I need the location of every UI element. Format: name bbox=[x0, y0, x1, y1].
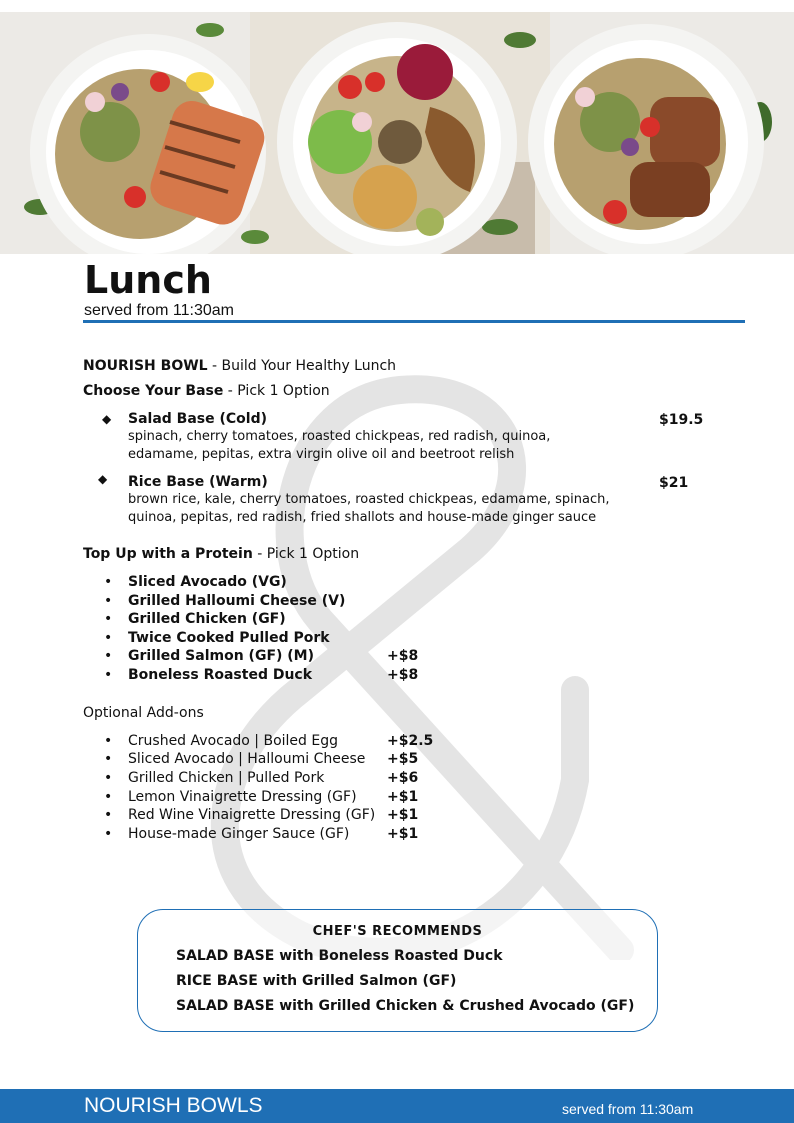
addon-item-name: Red Wine Vinaigrette Dressing (GF) bbox=[128, 807, 376, 823]
addon-item-name: House-made Ginger Sauce (GF) bbox=[128, 826, 350, 842]
chef-recommendation: SALAD BASE with Boneless Roasted Duck bbox=[176, 948, 503, 964]
food-bowls-illustration bbox=[0, 12, 794, 254]
bullet-icon: • bbox=[104, 789, 113, 805]
protein-item-name: Twice Cooked Pulled Pork bbox=[128, 630, 330, 646]
addon-item-name: Lemon Vinaigrette Dressing (GF) bbox=[128, 789, 357, 805]
protein-item-name: Grilled Chicken (GF) bbox=[128, 611, 286, 627]
bullet-icon: • bbox=[104, 611, 113, 627]
base-item-description: brown rice, kale, cherry tomatoes, roasted chickpeas, edamame, spinach, bbox=[128, 492, 610, 507]
chef-recommends-title: CHEF'S RECOMMENDS bbox=[312, 924, 483, 939]
protein-item-price: +$8 bbox=[387, 648, 419, 664]
base-heading-text: Choose Your Base bbox=[83, 383, 224, 399]
base-item-name: Rice Base (Warm) bbox=[128, 474, 268, 490]
addon-item-name: Crushed Avocado | Boiled Egg bbox=[128, 733, 338, 749]
protein-heading-note: - Pick 1 Option bbox=[252, 546, 360, 562]
nourish-heading-text: NOURISH BOWL bbox=[83, 358, 208, 374]
base-item-description: edamame, pepitas, extra virgin olive oil and beetroot relish bbox=[128, 447, 515, 462]
addon-item-price: +$1 bbox=[387, 789, 419, 805]
footer-section-title: NOURISH BOWLS bbox=[84, 1094, 263, 1117]
base-heading bbox=[83, 383, 330, 400]
addons-heading: Optional Add-ons bbox=[83, 705, 204, 721]
footer-bar bbox=[0, 1089, 794, 1123]
chef-recommendation: SALAD BASE with Grilled Chicken & Crushed Avocado (GF) bbox=[176, 998, 635, 1014]
header-divider bbox=[83, 320, 745, 323]
chef-recommendation: RICE BASE with Grilled Salmon (GF) bbox=[176, 973, 457, 989]
chef-recommends-box bbox=[137, 909, 658, 1032]
addon-item-price: +$1 bbox=[387, 807, 419, 823]
bowl-duck bbox=[528, 24, 764, 254]
hero-food-photo bbox=[0, 12, 794, 254]
bullet-icon: • bbox=[104, 630, 113, 646]
protein-item-price: +$8 bbox=[387, 667, 419, 683]
base-item-name: Salad Base (Cold) bbox=[128, 411, 268, 427]
bullet-icon: • bbox=[104, 733, 113, 749]
bullet-icon: • bbox=[104, 807, 113, 823]
base-item-description: spinach, cherry tomatoes, roasted chickpeas, red radish, quinoa, bbox=[128, 429, 551, 444]
nourish-heading-note: - Build Your Healthy Lunch bbox=[207, 358, 397, 374]
bullet-icon: • bbox=[104, 826, 113, 842]
page-subtitle: served from 11:30am bbox=[84, 302, 234, 319]
bullet-icon: • bbox=[104, 593, 113, 609]
bullet-icon: • bbox=[104, 770, 113, 786]
addon-item-name: Grilled Chicken | Pulled Pork bbox=[128, 770, 325, 786]
protein-item-name: Grilled Salmon (GF) (M) bbox=[128, 648, 315, 664]
addon-item-name: Sliced Avocado | Halloumi Cheese bbox=[128, 751, 366, 767]
addon-item-price: +$2.5 bbox=[387, 733, 434, 749]
protein-item-name: Sliced Avocado (VG) bbox=[128, 574, 287, 590]
diamond-bullet-icon: ◆ bbox=[98, 472, 108, 486]
protein-item-name: Boneless Roasted Duck bbox=[128, 667, 313, 683]
addon-item-price: +$5 bbox=[387, 751, 419, 767]
base-item-description: quinoa, pepitas, red radish, fried shallots and house-made ginger sauce bbox=[128, 510, 597, 525]
addon-item-price: +$1 bbox=[387, 826, 419, 842]
bullet-icon: • bbox=[104, 751, 113, 767]
bullet-icon: • bbox=[104, 648, 113, 664]
nourish-heading bbox=[83, 358, 396, 375]
base-heading-note: - Pick 1 Option bbox=[223, 383, 330, 399]
protein-heading-text: Top Up with a Protein bbox=[83, 546, 253, 562]
bowl-vegetarian bbox=[277, 22, 517, 254]
protein-item-name: Grilled Halloumi Cheese (V) bbox=[128, 593, 346, 609]
addon-item-price: +$6 bbox=[387, 770, 419, 786]
page-title: Lunch bbox=[84, 258, 212, 302]
footer-serving-time: served from 11:30am bbox=[562, 1101, 694, 1117]
base-item-price: $21 bbox=[659, 475, 689, 491]
diamond-bullet-icon: ◆ bbox=[102, 412, 112, 426]
base-item-price: $19.5 bbox=[659, 412, 704, 428]
bullet-icon: • bbox=[104, 667, 113, 683]
protein-heading bbox=[83, 546, 359, 563]
bullet-icon: • bbox=[104, 574, 113, 590]
